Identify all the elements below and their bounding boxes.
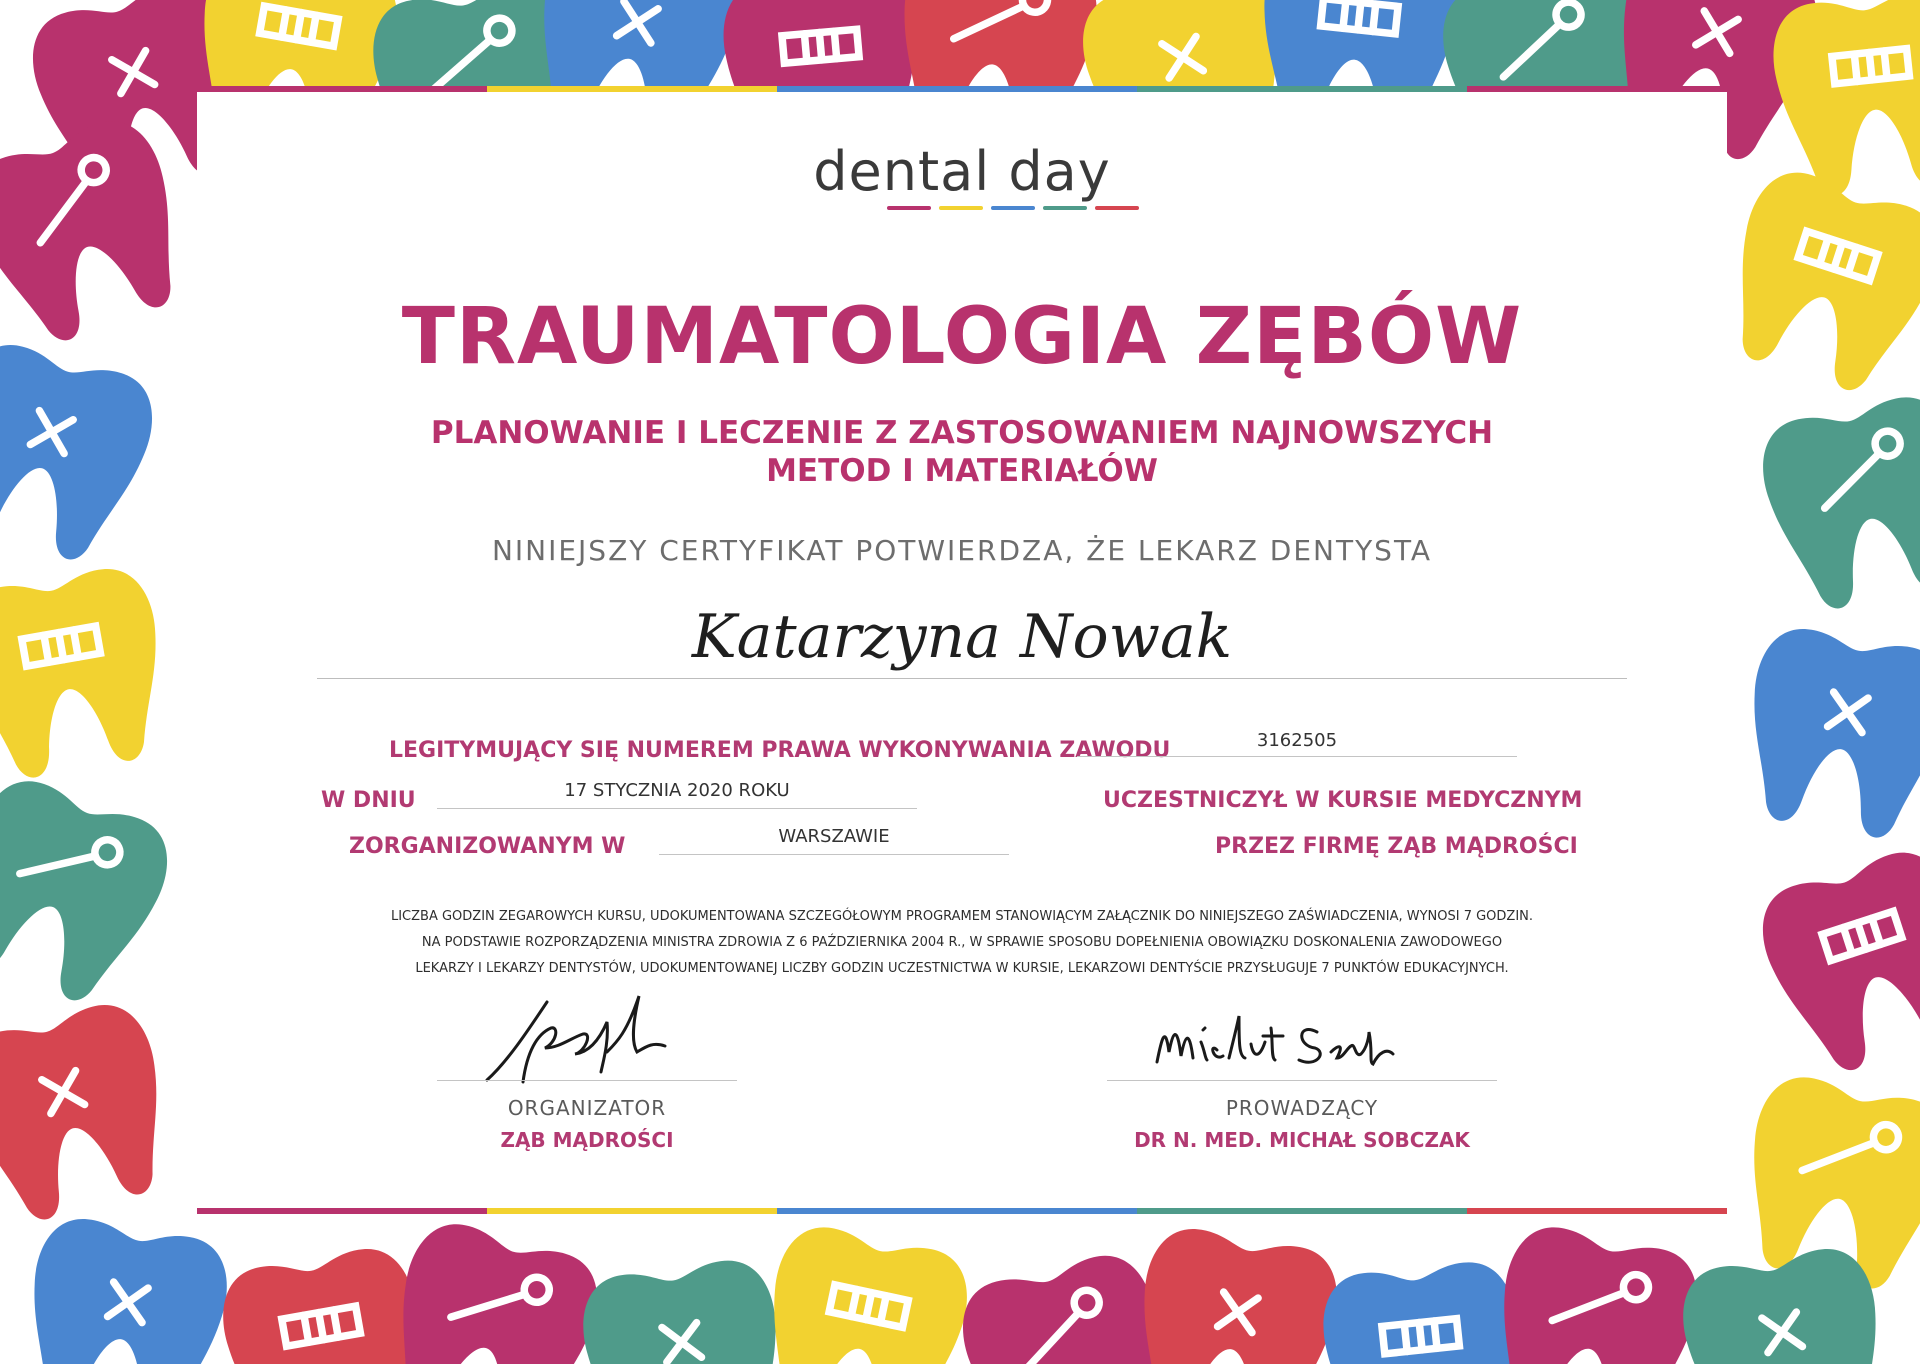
fine-print-line-3: LEKARZY I LEKARZY DENTYSTÓW, UDOKUMENTOWANEJ LICZBY GODZIN UCZESTNICTWA W KURSIE, LEKARZOWI DENTYŚCIE PRZYSŁUGUJE 7 PUNKTÓW EDUKACYJNYCH. <box>415 961 1509 976</box>
recipient-name: Katarzyna Nowak <box>691 602 1233 672</box>
organizer-role: ORGANIZATOR <box>507 1096 667 1120</box>
fine-print-line-2: NA PODSTAWIE ROZPORZĄDZENIA MINISTRA ZDROWIA Z 6 PAŹDZIERNIKA 2004 R., W SPRAWIE SPOSOBU DOPEŁNIENIA OBOWIĄZKU DOSKONALENIA ZAWODOWEGO <box>421 935 1503 950</box>
tooth-icon <box>0 995 187 1232</box>
tooth-icon <box>13 1212 236 1364</box>
tooth-icon <box>0 768 182 1016</box>
date-label: W DNIU <box>321 788 416 813</box>
tooth-icon <box>0 562 177 786</box>
subtitle-line-1: PLANOWANIE I LECZENIE Z ZASTOSOWANIEM NAJNOWSZYCH <box>430 415 1494 451</box>
tooth-icon <box>0 108 205 356</box>
instructor-signature <box>1147 1002 1447 1082</box>
tooth-icon <box>1733 622 1920 846</box>
license-number: 3162505 <box>1256 730 1338 751</box>
tooth-icon <box>1123 1222 1346 1364</box>
bottom-color-stripe <box>197 1208 487 1214</box>
tooth-icon <box>576 1255 793 1364</box>
top-color-stripe <box>777 86 1137 92</box>
city-fill-line <box>659 854 1009 855</box>
organizer-signature-line <box>437 1080 737 1081</box>
top-color-stripe <box>1137 86 1467 92</box>
tooth-icon <box>749 1219 977 1364</box>
tooth-icon <box>1318 1258 1529 1364</box>
tooth-icon <box>0 335 164 572</box>
organizer-name: ZĄB MĄDROŚCI <box>500 1128 674 1152</box>
date-value: 17 STYCZNIA 2020 ROKU <box>564 780 790 801</box>
organized-label: ZORGANIZOWANYM W <box>349 834 626 859</box>
tooth-icon <box>1708 161 1920 404</box>
brand-logo: dental day <box>813 140 1111 203</box>
instructor-role: PROWADZĄCY <box>1225 1096 1379 1120</box>
name-underline <box>317 678 1627 679</box>
tooth-icon <box>1768 0 1920 200</box>
tooth-icon <box>1749 841 1920 1084</box>
confirmation-statement: NINIEJSZY CERTYFIKAT POTWIERDZA, ŻE LEKARZ DENTYSTA <box>491 534 1433 567</box>
bottom-color-stripe <box>487 1208 777 1214</box>
instructor-name: DR N. MED. MICHAŁ SOBCZAK <box>1134 1128 1470 1152</box>
company-label: PRZEZ FIRMĘ ZĄB MĄDROŚCI <box>1215 834 1578 859</box>
top-color-stripe <box>487 86 777 92</box>
certificate-subtitle <box>197 414 1727 490</box>
instructor-signature-line <box>1107 1080 1497 1081</box>
fine-print-line-1: LICZBA GODZIN ZEGAROWYCH KURSU, UDOKUMENTOWANA SZCZEGÓŁOWYM PROGRAMEM STANOWIĄCYM ZAŁĄCZNIK DO NINIEJSZEGO ZAŚWIADCZENIA, WYNOSI 7 GODZIN. <box>390 909 1534 924</box>
participated-label: UCZESTNICZYŁ W KURSIE MEDYCZNYM <box>1103 788 1583 813</box>
fine-print <box>197 904 1727 982</box>
city-value: WARSZAWIE <box>778 826 890 847</box>
tooth-icon <box>1753 389 1920 618</box>
tooth-icon <box>372 1213 610 1364</box>
date-fill-line <box>437 808 917 809</box>
bottom-color-stripe <box>777 1208 1137 1214</box>
license-label: LEGITYMUJĄCY SIĘ NUMEREM PRAWA WYKONYWANIA ZAWODU <box>389 738 1171 763</box>
top-color-stripe <box>197 86 487 92</box>
certificate-title: TRAUMATOLOGIA ZĘBÓW <box>401 292 1523 382</box>
tooth-icon <box>1479 1219 1707 1364</box>
license-fill-line <box>1077 756 1517 757</box>
logo-color-bars <box>887 206 1139 210</box>
certificate-card <box>197 92 1727 1208</box>
bottom-color-stripe <box>1137 1208 1467 1214</box>
bottom-color-stripe <box>1467 1208 1727 1214</box>
subtitle-line-2: METOD I MATERIAŁÓW <box>766 453 1158 489</box>
top-color-stripe <box>1467 86 1727 92</box>
organizer-signature <box>467 982 707 1092</box>
